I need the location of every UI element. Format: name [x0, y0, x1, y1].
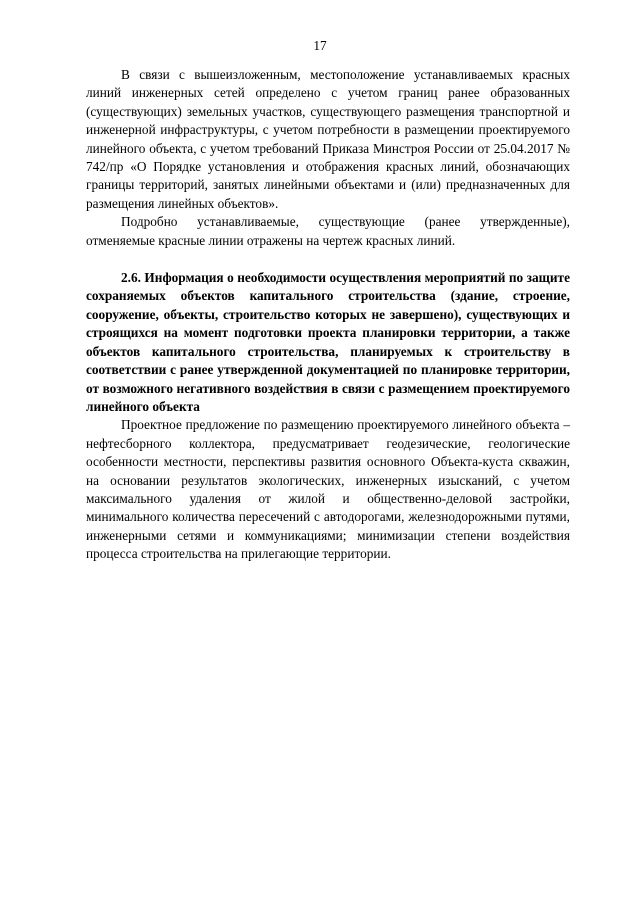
paragraph-red-lines-details: Подробно устанавливаемые, существующие (ранее утвержденные), отменяемые красные линии отражены на чертеж красных линий. — [86, 214, 570, 248]
paragraph-red-lines-location: В связи с вышеизложенным, местоположение устанавливаемых красных линий инженерных сетей определено с учетом границ ранее образованных (существующих) земельных участков, существующего размещения транспортной и инженерной инфраструктуры, с учетом потребности в размещении проектируемого линейного объекта, с учетом требований Приказа Минстроя России от 25.04.2017 № 742/пр «О Порядке установления и отображения красных линий, обозначающих границы территорий, занятых линейными объектами и (или) предназначенных для размещения линейных объектов». — [86, 67, 570, 211]
page-number: 17 — [313, 38, 327, 53]
document-body — [86, 66, 570, 564]
section-heading-2-6: 2.6. Информация о необходимости осуществления мероприятий по защите сохраняемых объектов капитального строительства (здание, строение, сооружение, объекты, строительство которых не завершено), существующих и строящихся на момент подготовки проекта планировки территории, а также объектов капитального строительства, планируемых к строительству в соответствии с ранее утвержденной документацией по планировке территории, от возможного негативного воздействия в связи с размещением проектируемого линейного объекта — [86, 270, 570, 414]
section-2-6-body: Проектное предложение по размещению проектируемого линейного объекта – нефтесборного коллектора, предусматривает геодезические, геологические особенности местности, перспективы развития основного Объекта-куста скважин, на основании результатов экологических, инженерных изысканий, с учетом максимального удаления от жилой и общественно-деловой застройки, минимального количества пересечений с автодорогами, железнодорожными путями, инженерными сетями и коммуникациями; минимизации степени воздействия процесса строительства на прилегающие территории. — [86, 417, 570, 562]
